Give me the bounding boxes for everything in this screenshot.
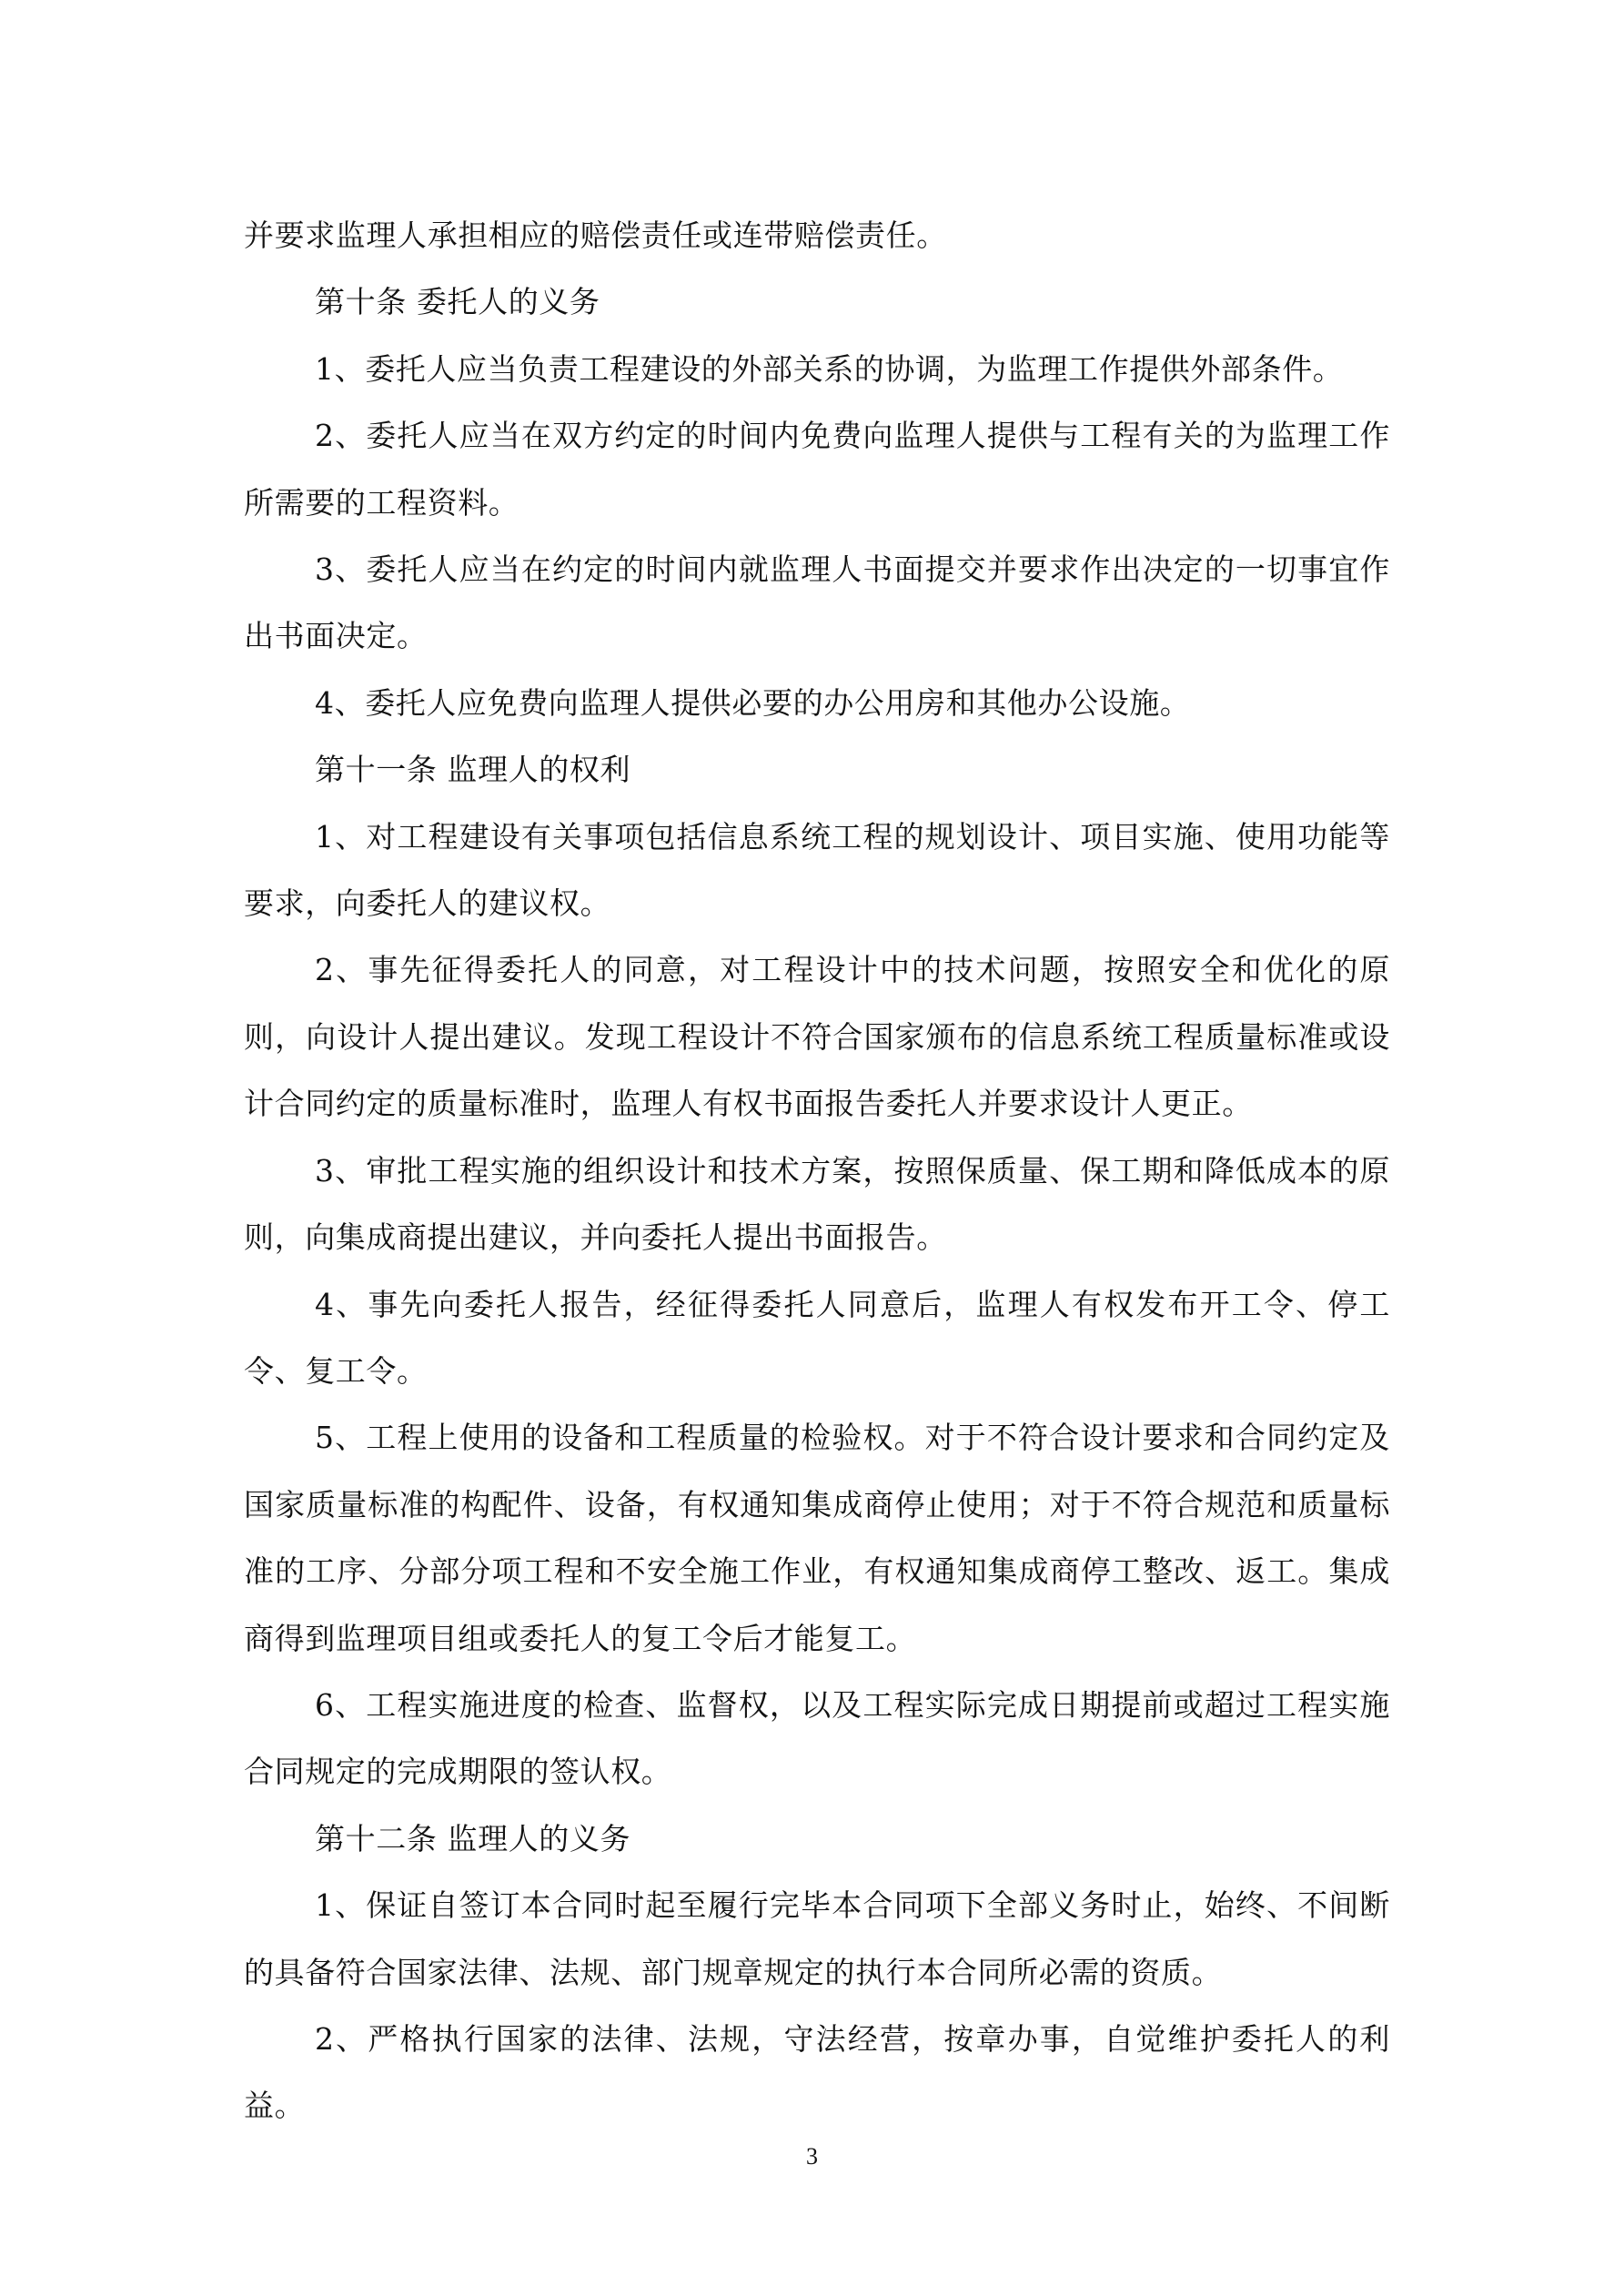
article-11-item-1: 1、对工程建设有关事项包括信息系统工程的规划设计、项目实施、使用功能等要求，向委托人的建议权。 [244, 818, 1390, 922]
article-10-item-1: 1、委托人应当负责工程建设的外部关系的协调，为监理工作提供外部条件。 [315, 350, 1344, 387]
article-10-item-3: 3、委托人应当在约定的时间内就监理人书面提交并要求作出决定的一切事宜作出书面决定。 [244, 551, 1390, 654]
page-number: 3 [806, 2143, 818, 2170]
document-body [244, 202, 1390, 2139]
article-11-item-2: 2、事先征得委托人的同意，对工程设计中的技术问题，按照安全和优化的原则，向设计人提出建议。发现工程设计不符合国家颁布的信息系统工程质量标准或设计合同约定的质量标准时，监理人有权书面报告委托人并要求设计人更正。 [244, 952, 1390, 1122]
article-11-item-5: 5、工程上使用的设备和工程质量的检验权。对于不符合设计要求和合同约定及国家质量标准的构配件、设备，有权通知集成商停止使用；对于不符合规范和质量标准的工序、分部分项工程和不安全施工作业，有权通知集成商停工整改、返工。集成商得到监理项目组或委托人的复工令后才能复工。 [244, 1420, 1390, 1656]
paragraph-continuation: 并要求监理人承担相应的赔偿责任或连带赔偿责任。 [244, 217, 947, 253]
article-11-heading: 第十一条 监理人的权利 [315, 752, 631, 788]
article-10-item-2: 2、委托人应当在双方约定的时间内免费向监理人提供与工程有关的为监理工作所需要的工程资料。 [244, 418, 1390, 521]
article-10-item-4: 4、委托人应免费向监理人提供必要的办公用房和其他办公设施。 [315, 684, 1191, 721]
article-12-heading: 第十二条 监理人的义务 [315, 1820, 631, 1856]
article-10-heading: 第十条 委托人的义务 [315, 284, 600, 320]
article-12-item-1: 1、保证自签订本合同时起至履行完毕本合同项下全部义务时止，始终、不间断的具备符合国家法律、法规、部门规章规定的执行本合同所必需的资质。 [244, 1887, 1390, 1990]
article-11-item-3: 3、审批工程实施的组织设计和技术方案，按照保质量、保工期和降低成本的原则，向集成商提出建议，并向委托人提出书面报告。 [244, 1152, 1390, 1256]
article-11-item-6: 6、工程实施进度的检查、监督权，以及工程实际完成日期提前或超过工程实施合同规定的完成期限的签认权。 [244, 1686, 1390, 1790]
article-11-item-4: 4、事先向委托人报告，经征得委托人同意后，监理人有权发布开工令、停工令、复工令。 [244, 1286, 1390, 1389]
article-12-item-2: 2、严格执行国家的法律、法规，守法经营，按章办事，自觉维护委托人的利益。 [244, 2020, 1390, 2124]
